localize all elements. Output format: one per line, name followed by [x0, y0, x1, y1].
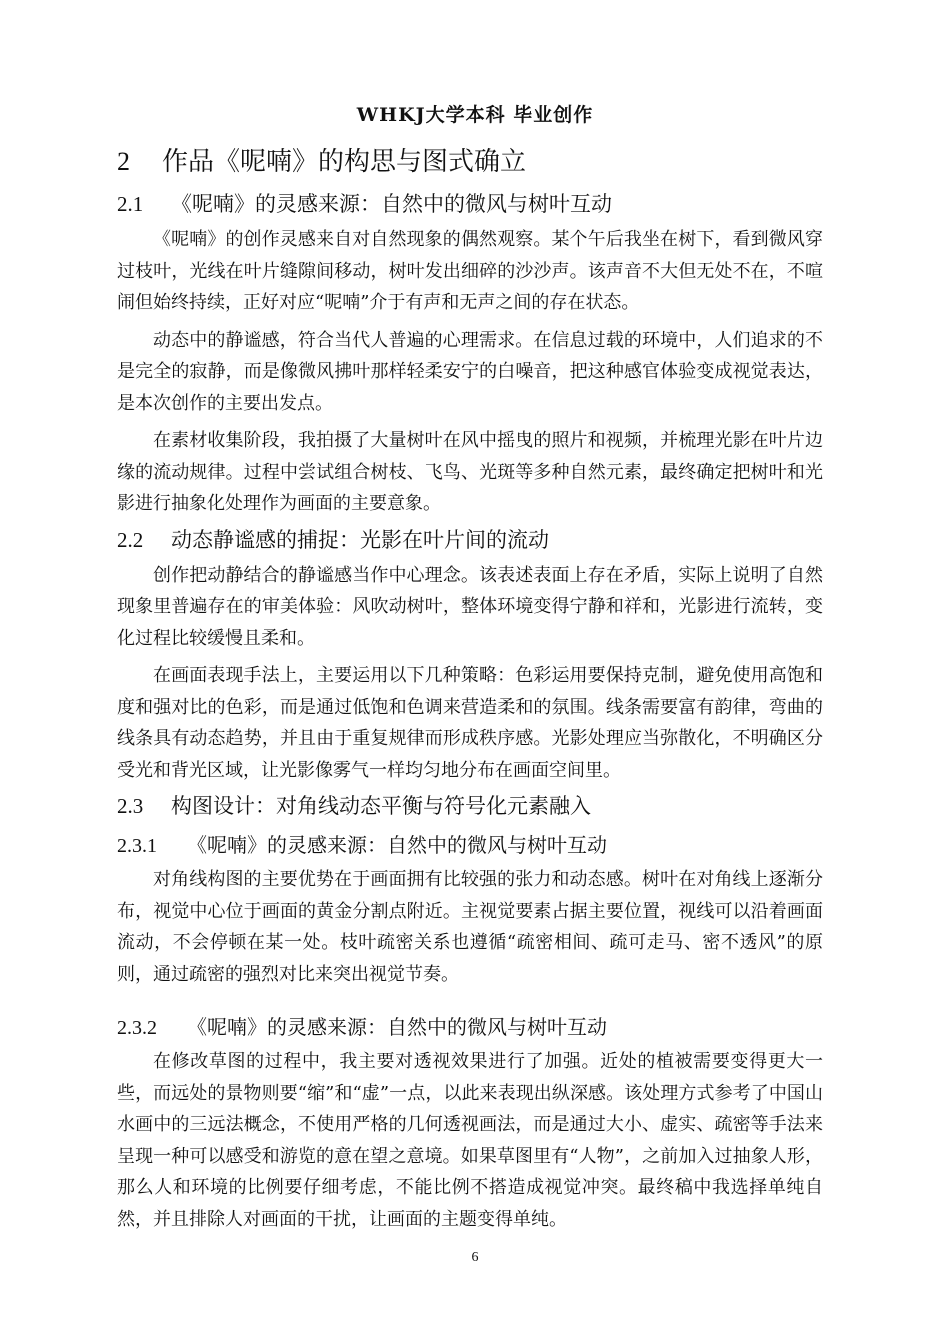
- paragraph: 在修改草图的过程中，我主要对透视效果进行了加强。近处的植被需要变得更大一些，而远处的景物则要“缩”和“虚”一点，以此来表现出纵深感。该处理方式参考了中国山水画中的三远法概念，不使用严格的几何透视画法，而是通过大小、虚实、疏密等手法来呈现一种可以感受和游览的意在望之意境。如果草图里有“人物”，之前加入过抽象人形，那么人和环境的比例要仔细考虑，不能比例不搭造成视觉冲突。最终稿中我选择单纯自然，并且排除人对画面的干扰，让画面的主题变得单纯。: [117, 1051, 823, 1230]
- spacer: [117, 990, 823, 1008]
- section-number: 2.3: [117, 794, 144, 818]
- paragraph: 在画面表现手法上，主要运用以下几种策略：色彩运用要保持克制，避免使用高饱和度和强对比的色彩，而是通过低饱和色调来营造柔和的氛围。线条需要富有韵律，弯曲的线条具有动态趋势，并且由于重复规律而形成秩序感。光影处理应当弥散化，不明确区分受光和背光区域，让光影像雾气一样均匀地分布在画面空间里。: [117, 665, 823, 781]
- subsection-number: 2.3.1: [117, 835, 157, 857]
- subsection-heading-2-3-2: [117, 1008, 823, 1046]
- subsection-heading-2-3-1: [117, 826, 823, 864]
- chapter-title: 作品《呢喃》的构思与图式确立: [162, 147, 527, 177]
- chapter-number: 2: [117, 147, 130, 176]
- paragraph: 《呢喃》的创作灵感来自对自然现象的偶然观察。某个午后我坐在树下，看到微风穿过枝叶，光线在叶片缝隙间移动，树叶发出细碎的沙沙声。该声音不大但无处不在，不喧闹但始终持续，正好对应“呢喃”介于有声和无声之间的存在状态。: [117, 229, 823, 313]
- paragraph: 动态中的静谧感，符合当代人普遍的心理需求。在信息过载的环境中，人们追求的不是完全的寂静，而是像微风拂叶那样轻柔安宁的白噪音，把这种感官体验变成视觉表达，是本次创作的主要出发点。: [117, 329, 823, 414]
- page-header: WHKJ大学本科 毕业创作: [356, 104, 594, 126]
- subsection-title: 《呢喃》的灵感来源：自然中的微风与树叶互动: [187, 1015, 607, 1039]
- section-title: 《呢喃》的灵感来源：自然中的微风与树叶互动: [171, 192, 612, 216]
- section-heading-2-3: [117, 786, 823, 826]
- page-number: 6: [471, 1250, 479, 1265]
- paragraph: 对角线构图的主要优势在于画面拥有比较强的张力和动态感。树叶在对角线上逐渐分布，视觉中心位于画面的黄金分割点附近。主视觉要素占据主要位置，视线可以沿着画面流动，不会停顿在某一处。枝叶疏密关系也遵循“疏密相间、疏可走马、密不透风”的原则，通过疏密的强烈对比来突出视觉节奏。: [117, 869, 823, 985]
- section-title: 构图设计：对角线动态平衡与符号化元素融入: [171, 794, 591, 818]
- paragraph: 在素材收集阶段，我拍摄了大量树叶在风中摇曳的照片和视频，并梳理光影在叶片边缘的流动规律。过程中尝试组合树枝、飞鸟、光斑等多种自然元素，最终确定把树叶和光影进行抽象化处理作为画面的主要意象。: [117, 430, 823, 514]
- section-title: 动态静谧感的捕捉：光影在叶片间的流动: [171, 527, 549, 552]
- chapter-heading: [117, 140, 823, 184]
- document-body: [117, 140, 823, 1235]
- section-number: 2.1: [117, 192, 144, 216]
- section-heading-2-1: [117, 184, 823, 224]
- subsection-title: 《呢喃》的灵感来源：自然中的微风与树叶互动: [187, 833, 607, 857]
- section-number: 2.2: [117, 527, 144, 552]
- paragraph: 创作把动静结合的静谧感当作中心理念。该表述表面上存在矛盾，实际上说明了自然现象里普遍存在的审美体验：风吹动树叶，整体环境变得宁静和祥和，光影进行流转，变化过程比较缓慢且柔和。: [117, 564, 823, 649]
- subsection-number: 2.3.2: [117, 1017, 157, 1039]
- section-heading-2-2: [117, 520, 823, 560]
